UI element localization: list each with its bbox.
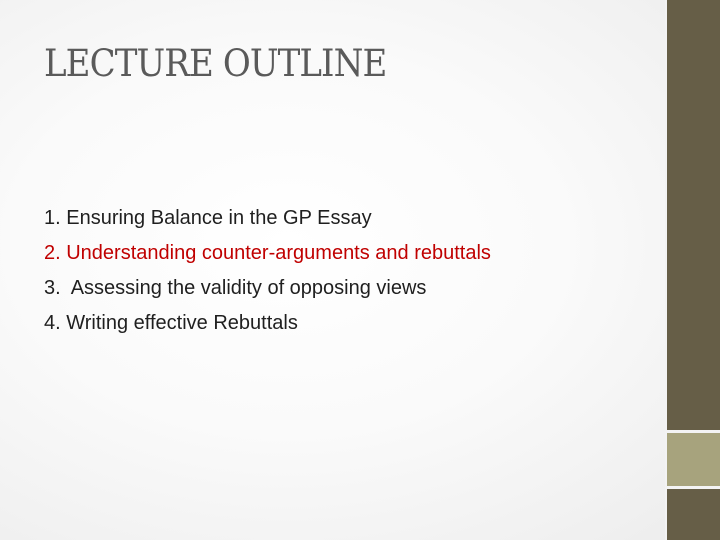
outline-item: 3. Assessing the validity of opposing views (44, 277, 427, 299)
outline-item: 1. Ensuring Balance in the GP Essay (44, 207, 372, 229)
accent-block (667, 433, 720, 486)
accent-line-bottom (667, 486, 720, 489)
outline-list (44, 201, 491, 341)
outline-item: 4. Writing effective Rebuttals (44, 312, 298, 334)
outline-item: 2. Understanding counter-arguments and rebuttals (44, 242, 491, 264)
slide-title: LECTURE OUTLINE (44, 42, 387, 85)
